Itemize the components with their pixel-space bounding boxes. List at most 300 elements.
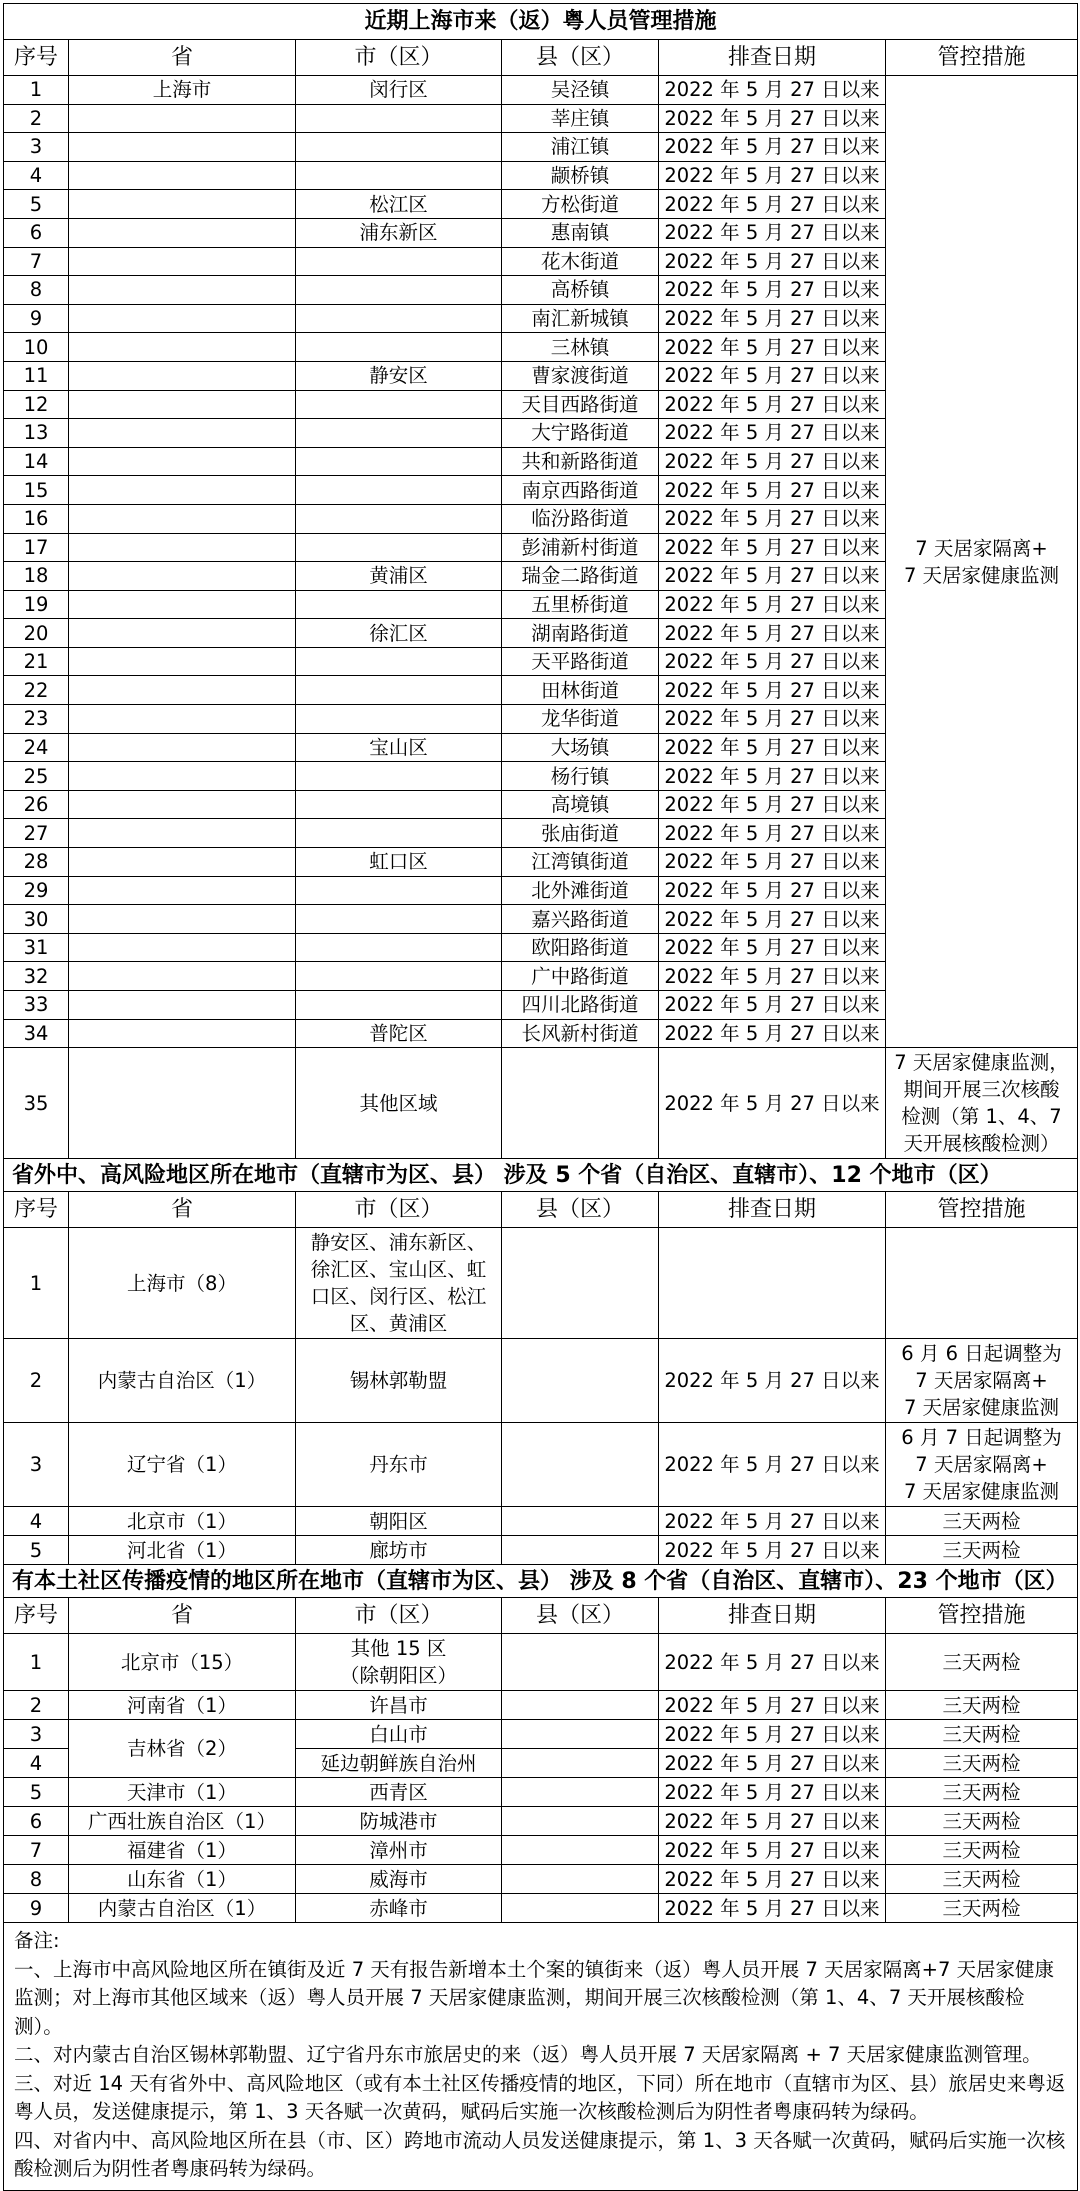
row-number: 11 [4, 361, 69, 390]
city-cell: 漳州市 [296, 1836, 502, 1865]
row-number: 15 [4, 476, 69, 505]
city-cell: 宝山区 [296, 733, 502, 762]
county-cell: 浦江镇 [502, 133, 659, 162]
county-cell [502, 1423, 659, 1507]
measure-cell: 6 月 7 日起调整为 7 天居家隔离+ 7 天居家健康监测 [886, 1423, 1078, 1507]
province-cell [69, 361, 296, 390]
date-cell: 2022 年 5 月 27 日以来 [659, 447, 886, 476]
city-cell: 徐汇区 [296, 619, 502, 648]
province-cell: 河南省（1） [69, 1691, 296, 1720]
row-number: 29 [4, 876, 69, 905]
row-number: 12 [4, 390, 69, 419]
row-number: 2 [4, 104, 69, 133]
row-number: 7 [4, 1836, 69, 1865]
city-cell: 黄浦区 [296, 562, 502, 591]
table-row [4, 1048, 1078, 1159]
measure-cell: 三天两检 [886, 1634, 1078, 1691]
date-cell: 2022 年 5 月 27 日以来 [659, 247, 886, 276]
measure-cell: 三天两检 [886, 1865, 1078, 1894]
province-cell: 北京市（15） [69, 1634, 296, 1691]
row-number: 24 [4, 733, 69, 762]
county-cell [502, 1507, 659, 1536]
measure-cell: 6 月 6 日起调整为 7 天居家隔离+ 7 天居家健康监测 [886, 1339, 1078, 1423]
province-cell: 上海市 [69, 76, 296, 105]
measure-cell: 三天两检 [886, 1894, 1078, 1923]
date-cell: 2022 年 5 月 27 日以来 [659, 876, 886, 905]
date-cell: 2022 年 5 月 27 日以来 [659, 1836, 886, 1865]
city-cell [296, 133, 502, 162]
date-cell: 2022 年 5 月 27 日以来 [659, 1720, 886, 1749]
table-row [4, 1507, 1078, 1536]
province-cell [69, 733, 296, 762]
column-header-row [4, 1598, 1078, 1634]
county-cell: 颛桥镇 [502, 161, 659, 190]
date-cell: 2022 年 5 月 27 日以来 [659, 619, 886, 648]
county-cell [502, 1720, 659, 1749]
county-cell: 大宁路街道 [502, 419, 659, 448]
date-cell: 2022 年 5 月 27 日以来 [659, 905, 886, 934]
measure-cell: 三天两检 [886, 1536, 1078, 1565]
county-cell: 惠南镇 [502, 218, 659, 247]
city-cell [296, 876, 502, 905]
row-number: 2 [4, 1691, 69, 1720]
county-cell [502, 1865, 659, 1894]
date-cell: 2022 年 5 月 27 日以来 [659, 333, 886, 362]
city-cell: 静安区、浦东新区、 徐汇区、宝山区、虹 口区、闵行区、松江 区、黄浦区 [296, 1228, 502, 1339]
row-number: 1 [4, 1634, 69, 1691]
county-cell [502, 1778, 659, 1807]
province-cell [69, 276, 296, 305]
date-cell: 2022 年 5 月 27 日以来 [659, 1536, 886, 1565]
date-cell: 2022 年 5 月 27 日以来 [659, 419, 886, 448]
city-cell: 其他区域 [296, 1048, 502, 1159]
city-cell [296, 161, 502, 190]
province-cell [69, 247, 296, 276]
row-number: 1 [4, 76, 69, 105]
province-cell: 北京市（1） [69, 1507, 296, 1536]
note-item: 一、上海市中高风险地区所在镇街及近 7 天有报告新增本土个案的镇街来（返）粤人员开展 7 天居家隔离+7 天居家健康监测；对上海市其他区域来（返）粤人员开展 7 天居家健康监测，期间开展三次核酸检测（第 1、4、7 天开展核酸检测）。 [14, 1957, 1055, 2038]
date-cell: 2022 年 5 月 27 日以来 [659, 1019, 886, 1048]
province-cell [69, 991, 296, 1020]
note-item: 二、对内蒙古自治区锡林郭勒盟、辽宁省丹东市旅居史的来（返）粤人员开展 7 天居家隔离 + 7 天居家健康监测管理。 [14, 2043, 1042, 2067]
county-cell: 瑞金二路街道 [502, 562, 659, 591]
province-cell [69, 705, 296, 734]
row-number: 5 [4, 1778, 69, 1807]
county-cell: 湖南路街道 [502, 619, 659, 648]
row-number: 35 [4, 1048, 69, 1159]
province-cell [69, 161, 296, 190]
table-row [4, 76, 1078, 105]
city-cell: 其他 15 区 （除朝阳区） [296, 1634, 502, 1691]
province-cell [69, 104, 296, 133]
date-cell: 2022 年 5 月 27 日以来 [659, 562, 886, 591]
city-cell [296, 590, 502, 619]
date-cell: 2022 年 5 月 27 日以来 [659, 676, 886, 705]
row-number: 6 [4, 1807, 69, 1836]
city-cell: 赤峰市 [296, 1894, 502, 1923]
row-number: 4 [4, 1507, 69, 1536]
row-number: 33 [4, 991, 69, 1020]
date-cell: 2022 年 5 月 27 日以来 [659, 733, 886, 762]
table-row [4, 1778, 1078, 1807]
date-cell: 2022 年 5 月 27 日以来 [659, 848, 886, 877]
date-cell: 2022 年 5 月 27 日以来 [659, 962, 886, 991]
province-cell [69, 590, 296, 619]
date-cell: 2022 年 5 月 27 日以来 [659, 190, 886, 219]
col-header-province: 省 [69, 40, 296, 76]
province-cell [69, 647, 296, 676]
province-cell [69, 962, 296, 991]
county-cell: 莘庄镇 [502, 104, 659, 133]
notes-heading: 备注: [14, 1929, 60, 1953]
section3-title: 有本土社区传播疫情的地区所在地市（直辖市为区、县） 涉及 8 个省（自治区、直辖市）、23 个地市（区） [4, 1565, 1078, 1598]
col-header-county: 县（区） [502, 1598, 659, 1634]
county-cell: 北外滩街道 [502, 876, 659, 905]
row-number: 18 [4, 562, 69, 591]
province-cell: 吉林省（2） [69, 1720, 296, 1778]
county-cell: 天目西路街道 [502, 390, 659, 419]
province-cell [69, 848, 296, 877]
county-cell: 龙华街道 [502, 705, 659, 734]
measure-cell: 三天两检 [886, 1749, 1078, 1778]
county-cell: 共和新路街道 [502, 447, 659, 476]
row-number: 17 [4, 533, 69, 562]
city-cell: 西青区 [296, 1778, 502, 1807]
county-cell: 田林街道 [502, 676, 659, 705]
date-cell: 2022 年 5 月 27 日以来 [659, 1894, 886, 1923]
city-cell: 防城港市 [296, 1807, 502, 1836]
date-cell: 2022 年 5 月 27 日以来 [659, 590, 886, 619]
county-cell [502, 1836, 659, 1865]
row-number: 4 [4, 161, 69, 190]
section3-title-row [4, 1565, 1078, 1598]
measure-cell: 三天两检 [886, 1691, 1078, 1720]
province-cell [69, 218, 296, 247]
county-cell: 方松街道 [502, 190, 659, 219]
province-cell [69, 790, 296, 819]
province-cell: 内蒙古自治区（1） [69, 1894, 296, 1923]
county-cell: 嘉兴路街道 [502, 905, 659, 934]
date-cell: 2022 年 5 月 27 日以来 [659, 1507, 886, 1536]
table-row [4, 1894, 1078, 1923]
county-cell: 杨行镇 [502, 762, 659, 791]
row-number: 13 [4, 419, 69, 448]
county-cell [502, 1691, 659, 1720]
row-number: 22 [4, 676, 69, 705]
county-cell: 三林镇 [502, 333, 659, 362]
city-cell [296, 476, 502, 505]
county-cell: 广中路街道 [502, 962, 659, 991]
city-cell [296, 905, 502, 934]
province-cell [69, 619, 296, 648]
county-cell: 大场镇 [502, 733, 659, 762]
col-header-province: 省 [69, 1598, 296, 1634]
province-cell [69, 504, 296, 533]
row-number: 8 [4, 1865, 69, 1894]
measure-cell: 三天两检 [886, 1778, 1078, 1807]
city-cell [296, 333, 502, 362]
row-number: 31 [4, 933, 69, 962]
col-header-date: 排查日期 [659, 40, 886, 76]
province-cell: 辽宁省（1） [69, 1423, 296, 1507]
province-cell: 广西壮族自治区（1） [69, 1807, 296, 1836]
row-number: 19 [4, 590, 69, 619]
county-cell [502, 1228, 659, 1339]
date-cell: 2022 年 5 月 27 日以来 [659, 647, 886, 676]
document [3, 3, 1077, 2191]
province-cell [69, 933, 296, 962]
table-row [4, 1807, 1078, 1836]
city-cell: 许昌市 [296, 1691, 502, 1720]
row-number: 5 [4, 190, 69, 219]
city-cell [296, 676, 502, 705]
date-cell: 2022 年 5 月 27 日以来 [659, 104, 886, 133]
section2-title: 省外中、高风险地区所在地市（直辖市为区、县） 涉及 5 个省（自治区、直辖市）、12 个地市（区） [4, 1159, 1078, 1192]
row-number: 20 [4, 619, 69, 648]
city-cell: 锡林郭勒盟 [296, 1339, 502, 1423]
city-cell [296, 933, 502, 962]
province-cell [69, 676, 296, 705]
date-cell: 2022 年 5 月 27 日以来 [659, 1339, 886, 1423]
date-cell: 2022 年 5 月 27 日以来 [659, 705, 886, 734]
date-cell [659, 1228, 886, 1339]
row-number: 3 [4, 1720, 69, 1749]
row-number: 8 [4, 276, 69, 305]
col-header-city: 市（区） [296, 1598, 502, 1634]
county-cell: 曹家渡街道 [502, 361, 659, 390]
col-header-city: 市（区） [296, 1192, 502, 1228]
county-cell: 南京西路街道 [502, 476, 659, 505]
column-header-row [4, 1192, 1078, 1228]
date-cell: 2022 年 5 月 27 日以来 [659, 819, 886, 848]
row-number: 9 [4, 1894, 69, 1923]
col-header-county: 县（区） [502, 40, 659, 76]
table-body [4, 4, 1078, 2191]
date-cell: 2022 年 5 月 27 日以来 [659, 1749, 886, 1778]
date-cell: 2022 年 5 月 27 日以来 [659, 476, 886, 505]
col-header-measure: 管控措施 [886, 40, 1078, 76]
date-cell: 2022 年 5 月 27 日以来 [659, 1691, 886, 1720]
table-row [4, 1865, 1078, 1894]
province-cell [69, 447, 296, 476]
table-row [4, 1228, 1078, 1339]
county-cell: 长风新村街道 [502, 1019, 659, 1048]
table-row [4, 1691, 1078, 1720]
province-cell [69, 419, 296, 448]
city-cell: 静安区 [296, 361, 502, 390]
province-cell: 内蒙古自治区（1） [69, 1339, 296, 1423]
city-cell: 延边朝鲜族自治州 [296, 1749, 502, 1778]
county-cell: 江湾镇街道 [502, 848, 659, 877]
province-cell [69, 133, 296, 162]
measure-cell: 7 天居家健康监测， 期间开展三次核酸 检测（第 1、4、7 天开展核酸检测） [886, 1048, 1078, 1159]
date-cell: 2022 年 5 月 27 日以来 [659, 390, 886, 419]
date-cell: 2022 年 5 月 27 日以来 [659, 218, 886, 247]
county-cell: 南汇新城镇 [502, 304, 659, 333]
row-number: 9 [4, 304, 69, 333]
row-number: 23 [4, 705, 69, 734]
county-cell [502, 1536, 659, 1565]
city-cell: 威海市 [296, 1865, 502, 1894]
date-cell: 2022 年 5 月 27 日以来 [659, 790, 886, 819]
city-cell [296, 390, 502, 419]
table-row [4, 1836, 1078, 1865]
table-row [4, 1536, 1078, 1565]
date-cell: 2022 年 5 月 27 日以来 [659, 762, 886, 791]
city-cell [296, 762, 502, 791]
row-number: 3 [4, 133, 69, 162]
notes-cell [4, 1923, 1078, 2191]
city-cell [296, 276, 502, 305]
county-cell: 彭浦新村街道 [502, 533, 659, 562]
province-cell [69, 905, 296, 934]
row-number: 10 [4, 333, 69, 362]
city-cell [296, 304, 502, 333]
row-number: 6 [4, 218, 69, 247]
date-cell: 2022 年 5 月 27 日以来 [659, 1807, 886, 1836]
col-header-no: 序号 [4, 1192, 69, 1228]
note-item: 三、对近 14 天有省外中、高风险地区（或有本土社区传播疫情的地区，下同）所在地市（直辖市为区、县）旅居史来粤返粤人员，发送健康提示，第 1、3 天各赋一次黄码，赋码后实施一次核酸检测后为阴性者粤康码转为绿码。 [14, 2071, 1066, 2124]
measure-cell: 三天两检 [886, 1836, 1078, 1865]
date-cell: 2022 年 5 月 27 日以来 [659, 1048, 886, 1159]
row-number: 1 [4, 1228, 69, 1339]
merged-measure-cell: 7 天居家隔离+ 7 天居家健康监测 [886, 76, 1078, 1048]
city-cell [296, 533, 502, 562]
city-cell: 朝阳区 [296, 1507, 502, 1536]
province-cell: 上海市（8） [69, 1228, 296, 1339]
city-cell [296, 962, 502, 991]
province-cell [69, 562, 296, 591]
city-cell [296, 647, 502, 676]
section1-title-row [4, 4, 1078, 40]
row-number: 30 [4, 905, 69, 934]
row-number: 16 [4, 504, 69, 533]
county-cell: 临汾路街道 [502, 504, 659, 533]
county-cell [502, 1749, 659, 1778]
province-cell [69, 762, 296, 791]
table-row [4, 1720, 1078, 1749]
col-header-no: 序号 [4, 40, 69, 76]
row-number: 5 [4, 1536, 69, 1565]
county-cell: 高桥镇 [502, 276, 659, 305]
city-cell [296, 991, 502, 1020]
row-number: 34 [4, 1019, 69, 1048]
county-cell: 五里桥街道 [502, 590, 659, 619]
col-header-city: 市（区） [296, 40, 502, 76]
city-cell: 闵行区 [296, 76, 502, 105]
county-cell [502, 1048, 659, 1159]
measure-cell: 三天两检 [886, 1720, 1078, 1749]
row-number: 4 [4, 1749, 69, 1778]
county-cell: 四川北路街道 [502, 991, 659, 1020]
date-cell: 2022 年 5 月 27 日以来 [659, 361, 886, 390]
date-cell: 2022 年 5 月 27 日以来 [659, 1778, 886, 1807]
province-cell [69, 819, 296, 848]
city-cell: 廊坊市 [296, 1536, 502, 1565]
province-cell [69, 333, 296, 362]
measure-cell: 三天两检 [886, 1507, 1078, 1536]
province-cell: 天津市（1） [69, 1778, 296, 1807]
section2-title-row [4, 1159, 1078, 1192]
city-cell [296, 790, 502, 819]
row-number: 2 [4, 1339, 69, 1423]
date-cell: 2022 年 5 月 27 日以来 [659, 1423, 886, 1507]
county-cell [502, 1807, 659, 1836]
column-header-row [4, 40, 1078, 76]
date-cell: 2022 年 5 月 27 日以来 [659, 304, 886, 333]
province-cell [69, 1019, 296, 1048]
table-row [4, 1423, 1078, 1507]
city-cell [296, 247, 502, 276]
province-cell [69, 390, 296, 419]
col-header-county: 县（区） [502, 1192, 659, 1228]
row-number: 32 [4, 962, 69, 991]
notes-row [4, 1923, 1078, 2191]
city-cell [296, 504, 502, 533]
row-number: 14 [4, 447, 69, 476]
city-cell: 普陀区 [296, 1019, 502, 1048]
city-cell [296, 819, 502, 848]
city-cell [296, 705, 502, 734]
county-cell: 高境镇 [502, 790, 659, 819]
date-cell: 2022 年 5 月 27 日以来 [659, 933, 886, 962]
province-cell [69, 1048, 296, 1159]
control-measures-table [3, 3, 1078, 2191]
county-cell: 吴泾镇 [502, 76, 659, 105]
date-cell: 2022 年 5 月 27 日以来 [659, 133, 886, 162]
county-cell [502, 1894, 659, 1923]
row-number: 25 [4, 762, 69, 791]
row-number: 28 [4, 848, 69, 877]
county-cell: 张庙街道 [502, 819, 659, 848]
date-cell: 2022 年 5 月 27 日以来 [659, 76, 886, 105]
date-cell: 2022 年 5 月 27 日以来 [659, 1865, 886, 1894]
county-cell: 天平路街道 [502, 647, 659, 676]
city-cell: 白山市 [296, 1720, 502, 1749]
province-cell [69, 304, 296, 333]
city-cell: 虹口区 [296, 848, 502, 877]
col-header-no: 序号 [4, 1598, 69, 1634]
province-cell: 河北省（1） [69, 1536, 296, 1565]
county-cell [502, 1634, 659, 1691]
measure-cell [886, 1228, 1078, 1339]
table-row [4, 1634, 1078, 1691]
date-cell: 2022 年 5 月 27 日以来 [659, 504, 886, 533]
county-cell: 花木街道 [502, 247, 659, 276]
col-header-measure: 管控措施 [886, 1192, 1078, 1228]
city-cell: 浦东新区 [296, 218, 502, 247]
date-cell: 2022 年 5 月 27 日以来 [659, 533, 886, 562]
city-cell: 松江区 [296, 190, 502, 219]
county-cell: 欧阳路街道 [502, 933, 659, 962]
city-cell [296, 104, 502, 133]
measure-cell: 三天两检 [886, 1807, 1078, 1836]
section1-title: 近期上海市来（返）粤人员管理措施 [4, 4, 1078, 40]
county-cell [502, 1339, 659, 1423]
col-header-date: 排查日期 [659, 1598, 886, 1634]
province-cell [69, 190, 296, 219]
row-number: 3 [4, 1423, 69, 1507]
col-header-province: 省 [69, 1192, 296, 1228]
date-cell: 2022 年 5 月 27 日以来 [659, 276, 886, 305]
city-cell: 丹东市 [296, 1423, 502, 1507]
date-cell: 2022 年 5 月 27 日以来 [659, 161, 886, 190]
city-cell [296, 419, 502, 448]
province-cell: 福建省（1） [69, 1836, 296, 1865]
date-cell: 2022 年 5 月 27 日以来 [659, 991, 886, 1020]
province-cell: 山东省（1） [69, 1865, 296, 1894]
row-number: 7 [4, 247, 69, 276]
